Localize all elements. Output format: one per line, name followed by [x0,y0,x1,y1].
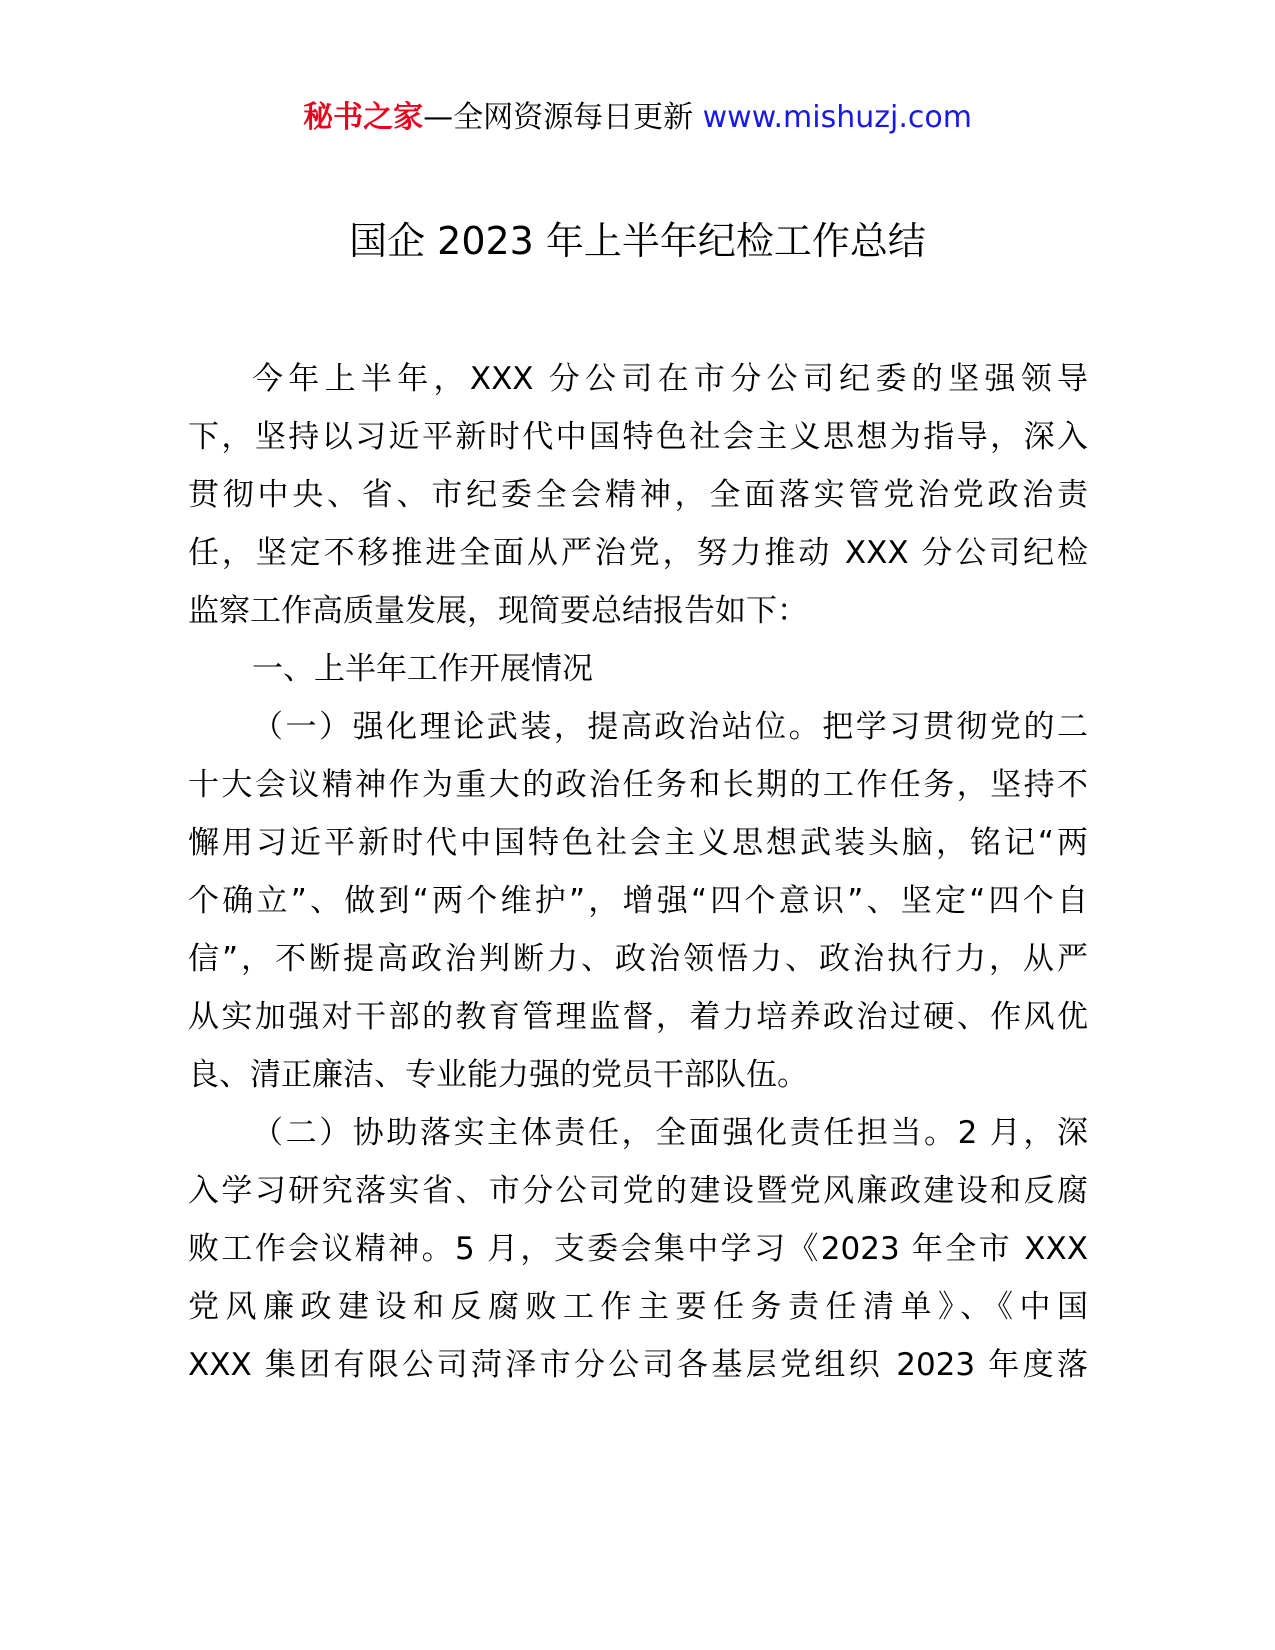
header-tagline: —全网资源每日更新 [423,100,703,135]
site-header [0,96,1275,140]
text-line: 信”，不断提高政治判断力、政治领悟力、政治执行力，从严 [188,941,1088,977]
heading-text: 一、上半年工作开展情况 [252,651,593,687]
text-line: 今年上半年，XXX 分公司在市分公司纪委的坚强领导 [252,361,1088,397]
document-title: 国企 2023 年上半年纪检工作总结 [349,219,926,263]
paragraph-section-1 [188,698,1088,1104]
paragraph-intro [188,350,1088,640]
text-line: 下，坚持以习近平新时代中国特色社会主义思想为指导，深入 [188,419,1088,455]
section-heading [188,640,1088,698]
text-line: 从实加强对干部的教育管理监督，着力培养政治过硬、作风优 [188,999,1088,1035]
paragraph-section-2 [188,1104,1088,1394]
text-line: 任，坚定不移推进全面从严治党，努力推动 XXX 分公司纪检 [188,535,1088,571]
text-line: 懈用习近平新时代中国特色社会主义思想武装头脑，铭记“两 [188,825,1088,861]
text-line: XXX 集团有限公司菏泽市分公司各基层党组织 2023 年度落 [188,1347,1088,1383]
document-body [188,350,1088,1394]
text-line: 贯彻中央、省、市纪委全会精神，全面落实管党治党政治责 [188,477,1088,513]
text-line: 良、清正廉洁、专业能力强的党员干部队伍。 [188,1057,808,1093]
text-line: （二）协助落实主体责任，全面强化责任担当。2 月，深 [252,1115,1088,1151]
text-line: （一）强化理论武装，提高政治站位。把学习贯彻党的二 [252,709,1088,745]
text-line: 监察工作高质量发展，现简要总结报告如下： [188,593,808,629]
brand-name: 秘书之家 [303,100,424,135]
text-line: 十大会议精神作为重大的政治任务和长期的工作任务，坚持不 [188,767,1088,803]
text-line: 个确立”、做到“两个维护”，增强“四个意识”、坚定“四个自 [188,883,1088,919]
site-url-link[interactable]: www.mishuzj.com [702,100,972,135]
text-line: 入学习研究落实省、市分公司党的建设暨党风廉政建设和反腐 [188,1173,1088,1209]
text-line: 败工作会议精神。5 月，支委会集中学习《2023 年全市 XXX [188,1231,1088,1267]
text-line: 党风廉政建设和反腐败工作主要任务责任清单》、《中国 [188,1289,1088,1325]
